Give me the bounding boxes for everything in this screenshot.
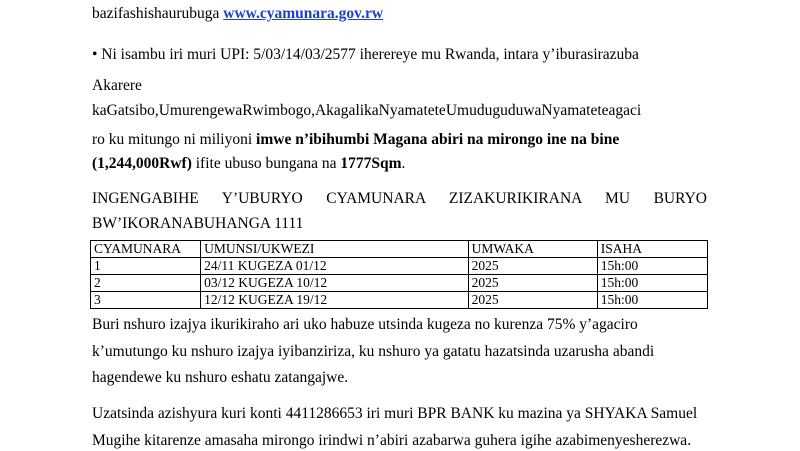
schedule-heading-1: INGENGABIHE Y’UBURYO CYAMUNARA ZIZAKURIKIRANA MU BURYO — [92, 190, 707, 207]
property-line-4 — [92, 130, 619, 150]
table-cell: 2025 — [468, 275, 597, 292]
property-line-5 — [92, 154, 405, 174]
property-value-words: imwe n’ibihumbi Magana abiri na mirongo ine na bine — [256, 131, 620, 148]
table-cell: 12/12 KUGEZA 19/12 — [201, 292, 468, 309]
schedule-heading-2: BW’IKORANABUHANGA 1111 — [92, 215, 304, 232]
property-area-text: ifite ubuso bungana na — [191, 155, 341, 172]
rules-line-1: Buri nshuro izajya ikurikiraho ari uko habuze utsinda kugeza no kurenza 75% y’agaciro — [92, 316, 638, 333]
table-cell: 03/12 KUGEZA 10/12 — [201, 275, 468, 292]
rules-line-3: hagendewe ku nshuro eshatu zatangajwe. — [92, 369, 349, 386]
table-cell: 24/11 KUGEZA 01/12 — [201, 258, 468, 275]
table-cell: 15h:00 — [597, 258, 707, 275]
table-row — [91, 258, 708, 275]
table-cell: 15h:00 — [597, 292, 707, 309]
rules-line-2: k’umutungo ku nshuro izajya iyibanziriza, ku nshuro ya gatatu hazatsinda uzarusha abandi — [92, 343, 655, 360]
website-link[interactable]: www.cyamunara.gov.rw — [223, 5, 384, 22]
property-period: . — [401, 155, 406, 172]
intro-line — [92, 4, 383, 24]
table-cell: 2025 — [468, 292, 597, 309]
table-row — [91, 292, 708, 309]
table-cell: 3 — [91, 292, 201, 309]
property-value-amount: (1,244,000Rwf) — [92, 155, 192, 172]
table-cell: 2 — [91, 275, 201, 292]
property-line-3: kaGatsibo,UmurengewaRwimbogo,AkagalikaNyamateteUmuduguduwaNyamateteagaci — [92, 102, 642, 119]
table-row — [91, 275, 708, 292]
property-area: 1777Sqm — [340, 155, 402, 172]
table-cell: 15h:00 — [597, 275, 707, 292]
table-cell: 2025 — [468, 258, 597, 275]
header-cell: UMUNSI/UKWEZI — [201, 241, 468, 258]
payment-line-1: Uzatsinda azishyura kuri konti 4411286653 iri muri BPR BANK ku mazina ya SHYAKA Samuel — [92, 405, 698, 422]
property-line-2: Akarere — [92, 77, 142, 94]
intro-text: bazifashishaurubuga — [92, 5, 224, 22]
table-cell: 1 — [91, 258, 201, 275]
table-header-row — [91, 241, 708, 258]
schedule-table — [90, 240, 708, 309]
header-cell: ISAHA — [597, 241, 707, 258]
header-cell: CYAMUNARA — [91, 241, 201, 258]
property-line-1: • Ni isambu iri muri UPI: 5/03/14/03/2577 iherereye mu Rwanda, intara y’iburasirazuba — [92, 46, 639, 63]
payment-line-2: Mugihe kitarenze amasaha mirongo irindwi n’abiri azabarwa guhera igihe azabimenyesherezwa. — [92, 432, 692, 449]
property-value-text: ro ku mitungo ni miliyoni — [92, 131, 257, 148]
header-cell: UMWAKA — [468, 241, 597, 258]
